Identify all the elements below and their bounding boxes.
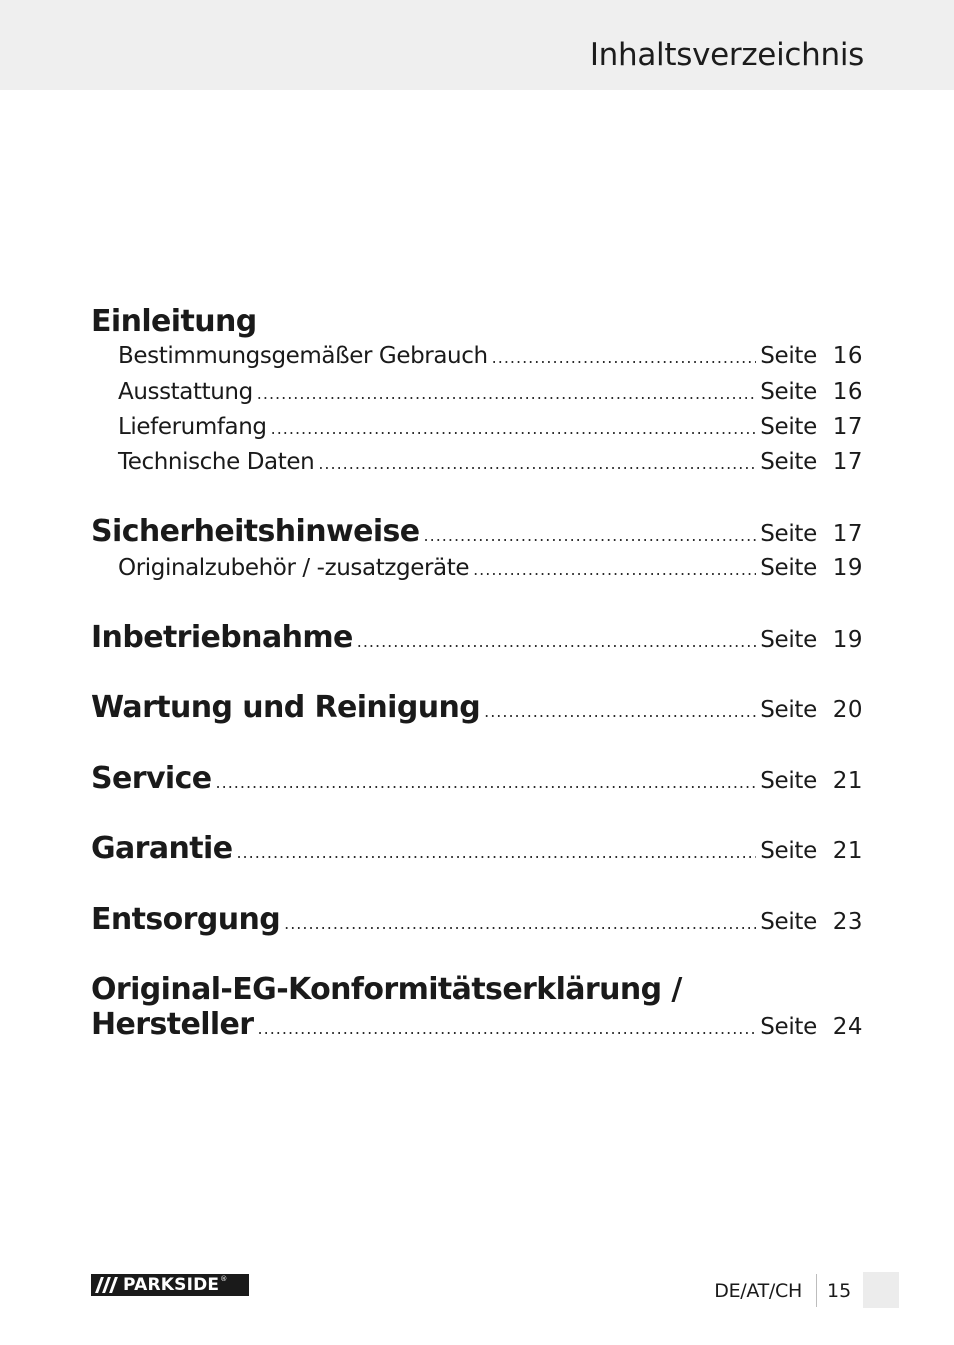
dot-leader: [236, 843, 756, 862]
page-title: Inhaltsverzeichnis: [589, 37, 864, 73]
dot-leader: [318, 454, 756, 473]
toc-entry-bestimmung[interactable]: [91, 343, 863, 369]
logo-stripes-icon: [91, 1274, 123, 1296]
toc-heading: Einleitung: [91, 304, 257, 339]
toc-section-konformitaet[interactable]: [91, 1007, 863, 1042]
seite-label: Seite: [760, 414, 817, 440]
seite-label: Seite: [760, 1014, 817, 1040]
footer-divider: [816, 1274, 817, 1307]
seite-label: Seite: [760, 555, 817, 581]
page-ref: 17: [832, 521, 863, 547]
dot-leader: [216, 773, 757, 792]
page-ref: 20: [832, 697, 863, 723]
registered-mark: ®: [220, 1275, 228, 1283]
toc-heading: Sicherheitshinweise: [91, 514, 420, 549]
toc-entry-originalzubehoer[interactable]: [91, 555, 863, 581]
dot-leader: [271, 419, 757, 438]
page-ref: 23: [832, 909, 863, 935]
toc-heading: Wartung und Reinigung: [91, 690, 481, 725]
dot-leader: [484, 702, 756, 721]
toc-heading-konformitaet-line1[interactable]: Original-EG-Konformitätserklärung /: [91, 972, 682, 1007]
page-ref: 19: [832, 627, 863, 653]
seite-label: Seite: [760, 909, 817, 935]
toc-section-inbetriebnahme[interactable]: [91, 620, 863, 655]
toc-section-service[interactable]: [91, 761, 863, 796]
toc-entry-label: Bestimmungsgemäßer Gebrauch: [118, 343, 488, 369]
seite-label: Seite: [760, 379, 817, 405]
toc-heading: Hersteller: [91, 1007, 254, 1042]
page-ref: 21: [832, 838, 863, 864]
toc-entry-label: Lieferumfang: [118, 414, 267, 440]
dot-leader: [492, 348, 757, 367]
seite-label: Seite: [760, 449, 817, 475]
logo-text: PARKSIDE: [123, 1275, 220, 1295]
toc-entry-technische-daten[interactable]: [91, 449, 863, 475]
seite-label: Seite: [760, 697, 817, 723]
toc-section-wartung[interactable]: [91, 690, 863, 725]
seite-label: Seite: [760, 838, 817, 864]
parkside-logo: [91, 1274, 249, 1296]
toc-entry-label: Technische Daten: [118, 449, 315, 475]
dot-leader: [258, 1019, 757, 1038]
seite-label: Seite: [760, 343, 817, 369]
toc-section-sicherheitshinweise[interactable]: [91, 514, 863, 549]
page-ref: 19: [832, 555, 863, 581]
toc-entry-label: Ausstattung: [118, 379, 253, 405]
toc-heading: Service: [91, 761, 212, 796]
toc-section-entsorgung[interactable]: [91, 902, 863, 937]
dot-leader: [473, 560, 756, 579]
locale-label: DE/AT/CH: [714, 1280, 802, 1302]
page-number: 15: [827, 1280, 852, 1302]
dot-leader: [357, 632, 756, 651]
page-tab-marker: [863, 1272, 899, 1308]
dot-leader: [257, 384, 756, 403]
toc-entry-ausstattung[interactable]: [91, 379, 863, 405]
seite-label: Seite: [760, 627, 817, 653]
toc-entry-lieferumfang[interactable]: [91, 414, 863, 440]
toc-section-einleitung[interactable]: [91, 304, 863, 339]
toc-heading: Entsorgung: [91, 902, 281, 937]
seite-label: Seite: [760, 521, 817, 547]
page-ref: 16: [832, 343, 863, 369]
dot-leader: [284, 914, 756, 933]
page-ref: 21: [832, 768, 863, 794]
page-ref: 16: [832, 379, 863, 405]
toc-heading: Inbetriebnahme: [91, 620, 353, 655]
toc-heading: Garantie: [91, 831, 233, 866]
page-ref: 17: [832, 414, 863, 440]
page-ref: 17: [832, 449, 863, 475]
seite-label: Seite: [760, 768, 817, 794]
toc-section-garantie[interactable]: [91, 831, 863, 866]
page-ref: 24: [832, 1014, 863, 1040]
toc-entry-label: Originalzubehör / -zusatzgeräte: [118, 555, 470, 581]
dot-leader: [424, 526, 757, 545]
